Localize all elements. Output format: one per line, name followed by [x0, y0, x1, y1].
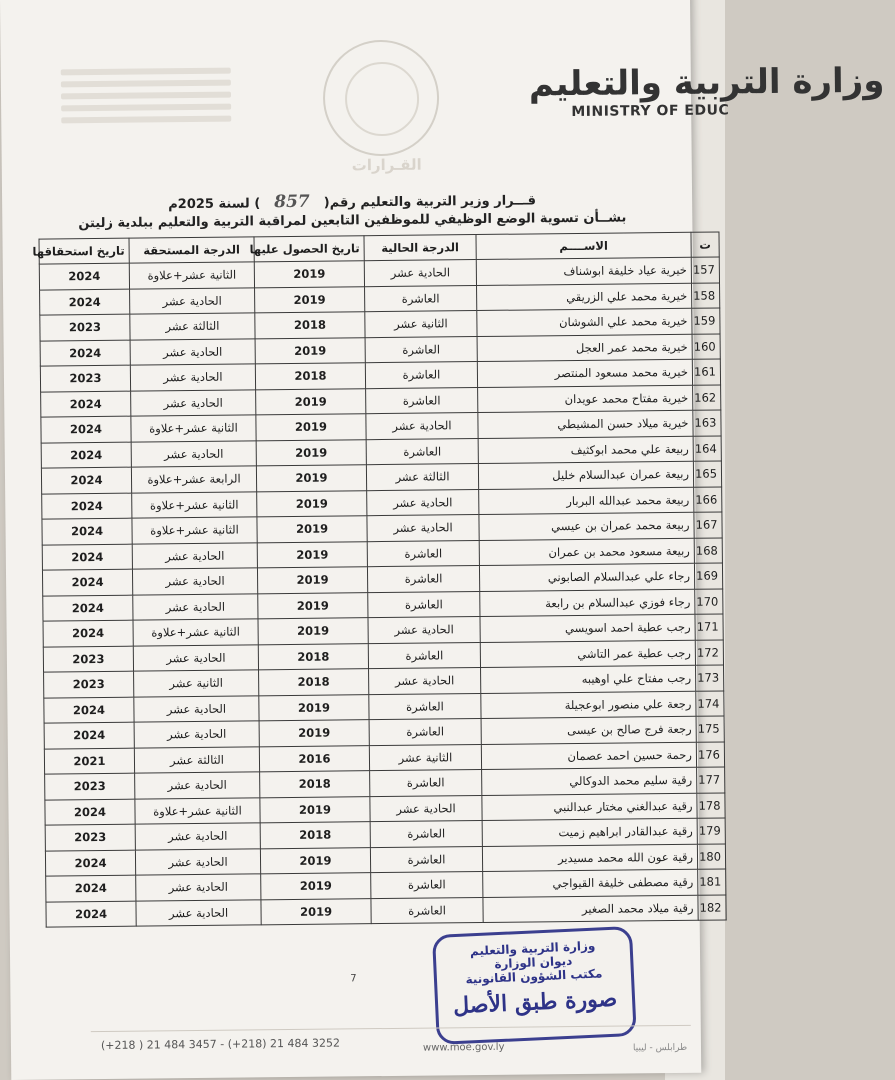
cell-due-grade: الثانية عشر+علاوة — [135, 797, 260, 824]
cell-due-grade: الثالثة عشر — [130, 313, 255, 340]
cell-number: 162 — [693, 384, 721, 410]
cell-number: 164 — [693, 435, 721, 461]
cell-number: 157 — [691, 257, 719, 283]
cell-due-date: 2024 — [42, 544, 132, 570]
cell-number: 176 — [696, 741, 724, 767]
cell-name: ربيعة عمران عبدالسلام خليل — [478, 461, 693, 489]
cell-name: رجب مفتاح علي اوهيبه — [481, 665, 696, 693]
cell-grade-date: 2019 — [260, 796, 370, 823]
cell-due-grade: الثانية عشر+علاوة — [133, 619, 258, 646]
cell-number: 169 — [694, 563, 722, 589]
cell-grade-date: 2019 — [259, 720, 369, 747]
cell-current-grade: العاشرة — [367, 566, 479, 593]
cell-current-grade: العاشرة — [367, 540, 479, 567]
cell-name: رقية عبدالغني مختار عبدالنبي — [482, 793, 697, 821]
stamp-line-3: مكتب الشؤون القانونية — [465, 966, 603, 987]
cell-grade-date: 2019 — [261, 873, 371, 900]
cell-current-grade: الحادية عشر — [366, 413, 478, 440]
cell-number: 167 — [694, 512, 722, 538]
cell-current-grade: الحادية عشر — [367, 515, 479, 542]
cell-grade-date: 2019 — [256, 388, 366, 415]
cell-grade-date: 2019 — [255, 337, 365, 364]
cell-number: 175 — [696, 716, 724, 742]
cell-due-grade: الحادية عشر — [136, 899, 261, 926]
cell-number: 181 — [698, 869, 726, 895]
cell-due-grade: الحادية عشر — [135, 848, 260, 875]
cell-due-date: 2023 — [40, 314, 130, 340]
cell-due-date: 2024 — [44, 722, 134, 748]
cell-due-date: 2024 — [45, 799, 135, 825]
cell-name: رقية مصطفى خليفة القيواجي — [483, 869, 698, 897]
cell-grade-date: 2019 — [259, 694, 369, 721]
cell-grade-date: 2018 — [260, 771, 370, 798]
cell-due-date: 2024 — [45, 850, 135, 876]
cell-grade-date: 2019 — [257, 490, 367, 517]
cell-current-grade: الحادية عشر — [364, 260, 476, 287]
cell-name: خيرية ميلاد حسن المشيطي — [478, 410, 693, 438]
cell-grade-date: 2019 — [257, 567, 367, 594]
cell-name: رقية سليم محمد الدوكالي — [482, 767, 697, 795]
footer-website: www.moe.gov.ly — [422, 1041, 505, 1054]
header-number: ت — [691, 232, 719, 257]
cell-due-grade: الحادية عشر — [130, 364, 255, 391]
cell-due-grade: الحادية عشر — [134, 721, 259, 748]
cell-due-grade: الحادية عشر — [136, 874, 261, 901]
stamp-line-4: صورة طبق الأصل — [452, 985, 618, 1020]
cell-number: 177 — [697, 767, 725, 793]
cell-due-date: 2024 — [39, 263, 129, 289]
cell-current-grade: العاشرة — [370, 769, 482, 796]
cell-number: 172 — [695, 639, 723, 665]
cell-grade-date: 2018 — [259, 669, 369, 696]
cell-number: 165 — [693, 461, 721, 487]
cell-due-date: 2024 — [41, 467, 131, 493]
cell-due-grade: الرابعة عشر+علاوة — [131, 466, 256, 493]
cell-grade-date: 2019 — [258, 592, 368, 619]
cell-due-date: 2024 — [43, 620, 133, 646]
cell-due-grade: الحادية عشر — [134, 695, 259, 722]
cell-current-grade: العاشرة — [365, 362, 477, 389]
cell-due-grade: الحادية عشر — [135, 772, 260, 799]
cell-name: خيرية محمد علي الزريقي — [477, 283, 692, 311]
cell-due-date: 2024 — [44, 697, 134, 723]
cell-due-grade: الحادية عشر — [130, 287, 255, 314]
header-grade-date: تاريخ الحصول عليها — [254, 236, 364, 262]
cell-name: رحمة حسين احمد عصمان — [481, 742, 696, 770]
cell-number: 173 — [696, 665, 724, 691]
header-due-grade: الدرجة المستحقة — [129, 237, 254, 263]
ministry-logo — [528, 60, 885, 121]
cell-grade-date: 2019 — [256, 414, 366, 441]
cell-name: خيرية مفتاح محمد عويدان — [478, 385, 693, 413]
cell-number: 174 — [696, 690, 724, 716]
stamp-line-1: وزارة التربية والتعليم — [469, 938, 596, 959]
cell-grade-date: 2019 — [256, 439, 366, 466]
cell-number: 159 — [692, 308, 720, 334]
cell-name: ربيعة علي محمد ابوكثيف — [478, 436, 693, 464]
cell-name: ربيعة محمد عبدالله البربار — [479, 487, 694, 515]
footer-city: طرابلس - ليبيا — [632, 1042, 688, 1054]
cell-name: خيرية عياد خليفة ابوشناف — [476, 257, 691, 285]
cell-name: ربيعة مسعود محمد بن عمران — [479, 538, 694, 566]
header-name: الاســــم — [476, 232, 691, 259]
cell-due-grade: الثانية عشر+علاوة — [132, 517, 257, 544]
cell-number: 166 — [694, 486, 722, 512]
cell-current-grade: العاشرة — [371, 897, 483, 924]
cell-due-grade: الثانية عشر — [134, 670, 259, 697]
cell-due-date: 2023 — [44, 671, 134, 697]
cell-due-date: 2024 — [42, 518, 132, 544]
cell-due-date: 2024 — [46, 875, 136, 901]
cell-name: ربيعة محمد عمران بن عيسي — [479, 512, 694, 540]
cell-number: 160 — [692, 333, 720, 359]
cell-grade-date: 2018 — [255, 363, 365, 390]
cell-due-grade: الحادية عشر — [131, 440, 256, 467]
cell-current-grade: الثانية عشر — [365, 311, 477, 338]
cell-due-grade: الثانية عشر+علاوة — [131, 415, 256, 442]
cell-name: رجعة فرج صالح بن عيسى — [481, 716, 696, 744]
cell-due-grade: الحادية عشر — [132, 542, 257, 569]
cell-number: 171 — [695, 614, 723, 640]
decision-subject: بشــأن تسوية الوضع الوظيفي للموظفين التابعين لمراقبة التربية والتعليم ببلدية زليتن — [78, 210, 627, 232]
cell-number: 163 — [693, 410, 721, 436]
cell-number: 182 — [698, 894, 726, 920]
logo-english-text: MINISTRY OF EDUC — [571, 102, 730, 121]
cell-number: 180 — [697, 843, 725, 869]
cell-due-date: 2021 — [44, 748, 134, 774]
cell-due-date: 2023 — [45, 824, 135, 850]
cell-name: رجب عطية عمر التاشي — [480, 640, 695, 668]
cell-name: رقية عون الله محمد مسيدير — [482, 844, 697, 872]
cell-name: رجعة علي منصور ابوعجيلة — [481, 691, 696, 719]
cell-current-grade: الحادية عشر — [369, 668, 481, 695]
employees-table — [32, 231, 727, 927]
cell-name: خيرية محمد عمر العجل — [477, 334, 692, 362]
cell-grade-date: 2018 — [255, 312, 365, 339]
cell-number: 170 — [695, 588, 723, 614]
cell-current-grade: الثالثة عشر — [366, 464, 478, 491]
cell-due-grade: الحادية عشر — [130, 338, 255, 365]
cell-number: 168 — [694, 537, 722, 563]
cell-current-grade: العاشرة — [370, 846, 482, 873]
cell-due-grade: الحادية عشر — [132, 568, 257, 595]
cell-grade-date: 2019 — [256, 465, 366, 492]
cell-grade-date: 2018 — [258, 643, 368, 670]
cell-current-grade: العاشرة — [365, 285, 477, 312]
cell-due-grade: الحادية عشر — [131, 389, 256, 416]
cell-due-date: 2024 — [41, 442, 131, 468]
cell-due-date: 2024 — [46, 901, 136, 927]
cell-due-date: 2023 — [45, 773, 135, 799]
page-number: 7 — [350, 973, 357, 985]
cell-name: رجب عطية احمد اسويسي — [480, 614, 695, 642]
cell-current-grade: الحادية عشر — [368, 617, 480, 644]
cell-name: رجاء علي عبدالسلام الصابوني — [479, 563, 694, 591]
cell-due-date: 2023 — [43, 646, 133, 672]
cell-grade-date: 2019 — [261, 898, 371, 925]
cell-due-date: 2024 — [42, 569, 132, 595]
header-due-date: تاريخ استحقاقها — [39, 238, 129, 264]
faded-letterhead-text — [61, 62, 232, 130]
cell-due-date: 2024 — [42, 493, 132, 519]
cell-due-date: 2024 — [40, 340, 130, 366]
cell-due-grade: الحادية عشر — [133, 593, 258, 620]
cell-current-grade: الحادية عشر — [367, 489, 479, 516]
cell-current-grade: الحادية عشر — [370, 795, 482, 822]
cell-due-grade: الثانية عشر+علاوة — [129, 262, 254, 289]
cell-current-grade: العاشرة — [369, 693, 481, 720]
cell-grade-date: 2019 — [257, 541, 367, 568]
stamp-line-2: ديوان الوزارة — [494, 953, 573, 972]
cell-current-grade: العاشرة — [366, 387, 478, 414]
cell-current-grade: العاشرة — [368, 591, 480, 618]
decision-title — [142, 189, 562, 213]
cell-due-grade: الثانية عشر+علاوة — [132, 491, 257, 518]
cell-grade-date: 2019 — [258, 618, 368, 645]
cell-number: 178 — [697, 792, 725, 818]
cell-due-date: 2023 — [40, 365, 130, 391]
title-suffix: ) لسنة 2025م — [168, 196, 261, 213]
cell-number: 161 — [692, 359, 720, 385]
cell-grade-date: 2019 — [260, 847, 370, 874]
cell-grade-date: 2016 — [259, 745, 369, 772]
cell-current-grade: العاشرة — [366, 438, 478, 465]
cell-name: خيرية محمد مسعود المنتصر — [477, 359, 692, 387]
cell-due-grade: الحادية عشر — [133, 644, 258, 671]
emblem-seal-icon — [322, 39, 439, 156]
cell-current-grade: العاشرة — [370, 820, 482, 847]
title-prefix: قـــرار وزير التربية والتعليم رقم( — [323, 193, 537, 211]
cell-name: رقية عبدالقادر ابراهيم زميت — [482, 818, 697, 846]
cell-due-date: 2024 — [41, 416, 131, 442]
cell-number: 179 — [697, 818, 725, 844]
cell-grade-date: 2018 — [260, 822, 370, 849]
cell-grade-date: 2019 — [254, 261, 364, 288]
cell-number: 158 — [691, 282, 719, 308]
cell-current-grade: العاشرة — [368, 642, 480, 669]
cell-due-date: 2024 — [40, 289, 130, 315]
cell-due-grade: الحادية عشر — [135, 823, 260, 850]
decision-number: 857 — [274, 191, 310, 213]
header-current-grade: الدرجة الحالية — [364, 235, 476, 261]
cell-name: رجاء فوزي عبدالسلام بن رابعة — [480, 589, 695, 617]
cell-name: خيرية محمد علي الشوشان — [477, 308, 692, 336]
footer-phones: (+218 ) 21 484 3457 - (+218) 21 484 3252 — [100, 1036, 341, 1052]
cell-due-date: 2024 — [43, 595, 133, 621]
cell-name: رقية ميلاد محمد الصغير — [483, 895, 698, 923]
cell-grade-date: 2019 — [257, 516, 367, 543]
cell-current-grade: العاشرة — [369, 719, 481, 746]
cell-due-date: 2024 — [41, 391, 131, 417]
cell-current-grade: العاشرة — [371, 871, 483, 898]
document-label: القـرارات — [351, 155, 422, 175]
cell-grade-date: 2019 — [255, 286, 365, 313]
cell-current-grade: العاشرة — [365, 336, 477, 363]
cell-current-grade: الثانية عشر — [369, 744, 481, 771]
cell-due-grade: الثالثة عشر — [134, 746, 259, 773]
logo-arabic-text: وزارة التربية والتعليم — [528, 60, 885, 105]
